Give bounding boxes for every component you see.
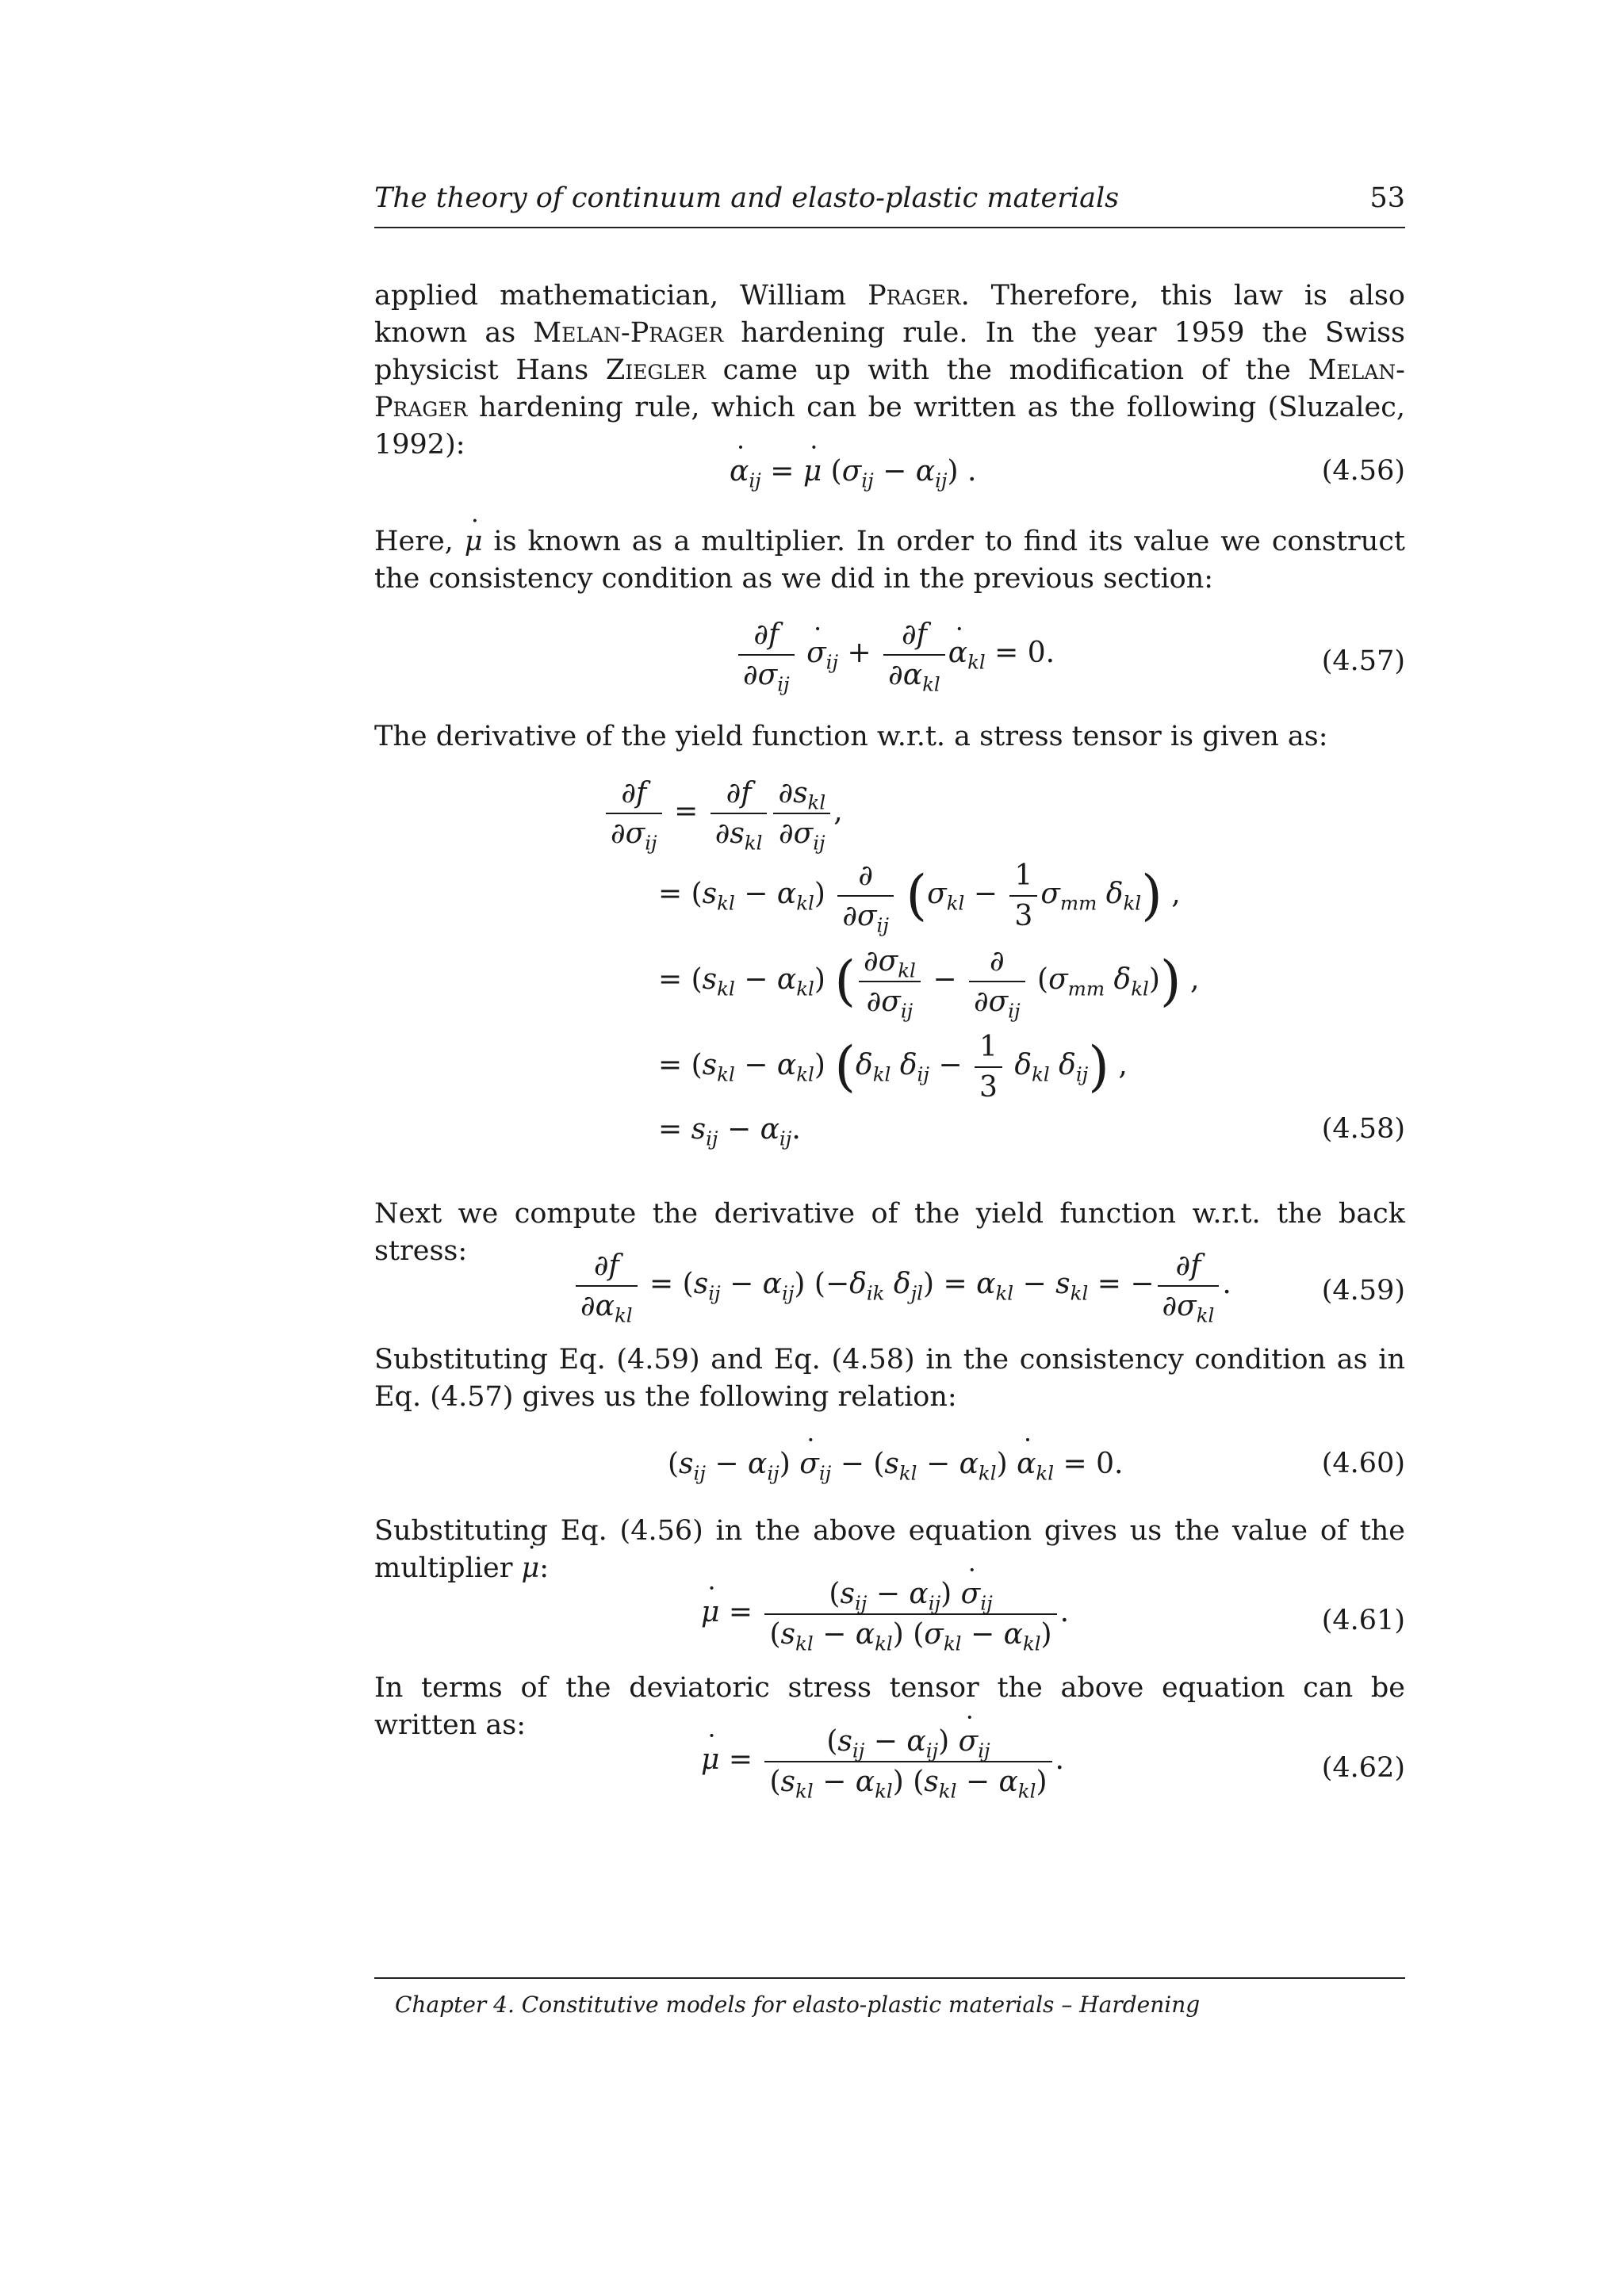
paragraph-derivative-back-stress: Next we compute the derivative of the yield function w.r.t. the back stress: [374,1198,1405,1267]
running-footer: Chapter 4. Constitutive models for elasto-plastic materials – Hardening [395,1992,1201,2018]
running-header [374,179,1405,228]
equation-4-62: ˙ μ = $\frac{(s_{ij} - \alpha_{ij}) ˙ \sigma_{ij}}{(s_{kl} - \alpha_{kl}) (s_{kl} - \alpha_{kl})}$ . (4.62) [374,1725,1405,1812]
running-header-title: The theory of continuum and elasto-plastic materials [374,182,1120,214]
equation-number: (4.60) [1321,1448,1405,1479]
footer-rule [374,1977,1405,1979]
page-number: 53 [1369,182,1405,214]
equation-4-59: $\frac{\partial f}{\partial\alpha_{kl}}$ = $(s_{ij} - \alpha_{ij})$ ($-\delta_{ik}$ $\delta_{jl}) = \alpha_{kl} - s_{kl}$ = − $\frac{\partial f}{\partial\sigma_{kl}}$ . (4.59) [374,1249,1405,1337]
paragraph-deviatoric: In terms of the deviatoric stress tensor the above equation can be written as: [374,1672,1405,1741]
paragraph-multiplier: Here, ˙ μ is known as a multiplier. In order to find its value we construct the consistency condition as we did in the previous section: [374,523,1405,598]
equation-4-61: ˙ μ = $\frac{(s_{ij} - \alpha_{ij}) ˙ \sigma_{ij}}{(s_{kl} - \alpha_{kl}) (\sigma_{kl} - \alpha_{kl})}$ . (4.61) [374,1578,1405,1665]
paragraph-substituting-2: Substituting Eq. (4.56) in the above equation gives us the value of the multiplier ˙ μ: [374,1513,1405,1587]
equation-number: (4.56) [1321,455,1405,487]
equation-number: (4.61) [1321,1605,1405,1636]
paragraph-derivative-stress: The derivative of the yield function w.r.t. a stress tensor is given as: [374,721,1328,752]
equation-number: (4.62) [1321,1752,1405,1784]
paragraph-substituting-1: Substituting Eq. (4.59) and Eq. (4.58) in the consistency condition as in Eq. (4.57) gives us the following relation: [374,1344,1405,1413]
equation-number: (4.59) [1321,1275,1405,1307]
equation-4-56: ˙ $\alpha_{ij}$ = ˙ μ $(\sigma_{ij} - \alpha_{ij})$ . (4.56) [374,455,1405,495]
equation-4-60: $(s_{ij} - \alpha_{ij})$ ˙ $\sigma_{ij} - (s_{kl} - \alpha_{kl})$ ˙ $\alpha_{kl} = 0$. (4.60) [374,1448,1405,1487]
paragraph-prager: applied mathematician, William Prager. Therefore, this law is also known as Melan-Prager hardening rule. In the year 1959 the Swiss physicist Hans Ziegler came up with the modification of the Melan-Prager hardening rule, which can be written as the following (Sluzalec, 1992): [374,280,1406,461]
equation-number: (4.57) [1321,645,1405,677]
equation-4-58: $\frac{\partial f}{\partial\sigma_{ij}}$ = $\frac{\partial f}{\partial s_{kl}}$ $\frac{\partial s_{kl}}{\partial\sigma_{ij}}$ , = $(s_{kl} - \alpha_{kl})$ $\frac{\partial}{\partial\sigma_{ij}}$ ($\sigma_{kl}$ − $\frac{1}{3}$ $\sigma_{mm}$ $\delta_{kl}$) , = $(s_{kl} - \alpha_{kl})$ ( $\frac{\partial\sigma_{kl}}{\partial\sigma_{ij}}$ − $\frac{\partial}{\partial\sigma_{ij}}$ ($\sigma_{mm}$ $\delta_{kl}$)) , = $(s_{kl} - \alpha_{kl})$ ($\delta_{kl}$ $\delta_{ij}$ − $\frac{1}{3}$ $\delta_{kl}$ $\delta_{ij}$) , = $s_{ij} - \alpha_{ij}$. (4.58) [374,777,1405,1158]
equation-number: (4.58) [1321,1113,1405,1145]
equation-4-57: $\frac{\partial f}{\partial\sigma_{ij}}$ ˙ $\sigma_{ij}$ + $\frac{\partial f}{\partial\alpha_{kl}}$ ˙ $\alpha_{kl} = 0$. (4.57) [374,618,1405,706]
